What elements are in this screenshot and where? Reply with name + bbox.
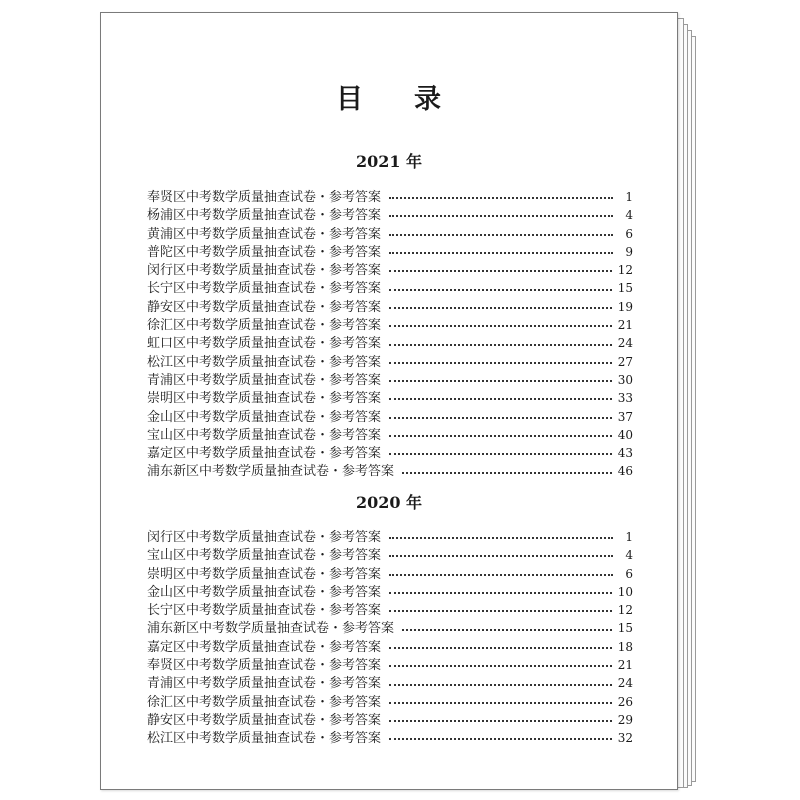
toc-entry-label: 松江区中考数学质量抽查试卷・参考答案: [147, 731, 382, 747]
dot-leader: [389, 720, 612, 722]
book-page: [100, 12, 678, 790]
toc-entry[interactable]: [147, 279, 633, 297]
toc-entry-label: 嘉定区中考数学质量抽查试卷・参考答案: [147, 639, 382, 655]
section-year-2020: 2020 年: [355, 493, 423, 512]
toc-entry-label: 金山区中考数学质量抽查试卷・参考答案: [147, 584, 382, 600]
toc-entry[interactable]: [147, 444, 633, 462]
toc-entry-page-number: 19: [617, 299, 633, 314]
toc-entry[interactable]: [147, 408, 633, 426]
toc-entry-label: 青浦区中考数学质量抽查试卷・参考答案: [147, 372, 382, 388]
dot-leader: [389, 453, 612, 455]
dot-leader: [389, 647, 612, 649]
toc-entry-label: 静安区中考数学质量抽查试卷・参考答案: [147, 712, 382, 728]
toc-entry[interactable]: [147, 225, 633, 243]
toc-entry-label: 嘉定区中考数学质量抽查试卷・参考答案: [147, 446, 382, 462]
dot-leader: [389, 592, 612, 594]
dot-leader: [389, 307, 612, 309]
toc-entry-page-number: 1: [625, 530, 633, 544]
toc-entry-page-number: 18: [617, 639, 633, 654]
toc-entry[interactable]: [147, 601, 633, 619]
toc-entry-page-number: 30: [617, 372, 633, 387]
toc-entry-label: 闵行区中考数学质量抽查试卷・参考答案: [147, 530, 382, 545]
toc-entry[interactable]: [147, 298, 633, 316]
toc-entry[interactable]: [147, 729, 633, 747]
toc-entry[interactable]: [147, 389, 633, 407]
toc-entry[interactable]: [147, 528, 633, 546]
toc-entry-label: 普陀区中考数学质量抽查试卷・参考答案: [147, 244, 382, 260]
toc-entry[interactable]: [147, 243, 633, 261]
dot-leader: [389, 380, 612, 382]
toc-entry-label: 虹口区中考数学质量抽查试卷・参考答案: [147, 336, 382, 352]
dot-leader: [389, 234, 613, 236]
toc-list-2020: [147, 528, 633, 748]
toc-entry-page-number: 12: [617, 263, 633, 278]
toc-entry-page-number: 43: [617, 446, 633, 461]
title-char-1: 目: [336, 84, 364, 115]
toc-entry[interactable]: [147, 261, 633, 279]
toc-list-2021: [147, 188, 633, 481]
toc-entry-label: 青浦区中考数学质量抽查试卷・参考答案: [147, 676, 382, 692]
toc-entry[interactable]: [147, 334, 633, 352]
dot-leader: [389, 289, 612, 291]
toc-entry-label: 松江区中考数学质量抽查试卷・参考答案: [147, 354, 382, 370]
toc-entry-page-number: 27: [617, 354, 633, 369]
toc-entry-label: 宝山区中考数学质量抽查试卷・参考答案: [147, 427, 382, 443]
toc-entry-label: 杨浦区中考数学质量抽查试卷・参考答案: [147, 208, 382, 224]
toc-entry[interactable]: [147, 353, 633, 371]
toc-entry-page-number: 32: [617, 731, 633, 746]
dot-leader: [389, 252, 613, 254]
toc-entry-label: 长宁区中考数学质量抽查试卷・参考答案: [147, 281, 382, 297]
toc-entry-label: 浦东新区中考数学质量抽查试卷・参考答案: [147, 621, 395, 637]
toc-entry-label: 宝山区中考数学质量抽查试卷・参考答案: [147, 548, 382, 564]
toc-entry-label: 长宁区中考数学质量抽查试卷・参考答案: [147, 603, 382, 619]
dot-leader: [389, 270, 612, 272]
toc-entry-page-number: 9: [625, 244, 633, 259]
dot-leader: [389, 610, 612, 612]
toc-entry-label: 崇明区中考数学质量抽查试卷・参考答案: [147, 391, 382, 407]
dot-leader: [389, 555, 613, 557]
title-char-2: 录: [414, 84, 442, 115]
toc-entry-label: 黄浦区中考数学质量抽查试卷・参考答案: [147, 226, 382, 242]
dot-leader: [389, 684, 612, 686]
toc-entry[interactable]: [147, 619, 633, 637]
page-title: [101, 77, 677, 116]
toc-entry-label: 静安区中考数学质量抽查试卷・参考答案: [147, 299, 382, 315]
section-year-2021: 2021 年: [355, 152, 423, 171]
toc-entry-label: 徐汇区中考数学质量抽查试卷・参考答案: [147, 694, 382, 710]
toc-entry-page-number: 6: [625, 226, 633, 241]
dot-leader: [402, 472, 612, 474]
toc-entry[interactable]: [147, 583, 633, 601]
toc-entry[interactable]: [147, 206, 633, 224]
dot-leader: [389, 362, 612, 364]
dot-leader: [389, 325, 612, 327]
toc-entry[interactable]: [147, 371, 633, 389]
toc-entry[interactable]: [147, 693, 633, 711]
toc-entry-page-number: 33: [617, 391, 633, 406]
dot-leader: [389, 435, 612, 437]
toc-entry-label: 奉贤区中考数学质量抽查试卷・参考答案: [147, 658, 382, 674]
toc-entry-page-number: 37: [617, 409, 633, 424]
toc-entry-page-number: 21: [617, 318, 633, 333]
dot-leader: [389, 344, 612, 346]
toc-entry[interactable]: [147, 674, 633, 692]
toc-entry-page-number: 29: [617, 712, 633, 727]
toc-entry[interactable]: [147, 462, 633, 480]
dot-leader: [389, 574, 613, 576]
toc-entry-page-number: 4: [625, 208, 633, 223]
dot-leader: [389, 215, 613, 217]
toc-entry-label: 浦东新区中考数学质量抽查试卷・参考答案: [147, 464, 395, 480]
toc-entry-page-number: 15: [617, 621, 633, 636]
toc-entry-page-number: 6: [625, 566, 633, 581]
toc-entry[interactable]: [147, 546, 633, 564]
toc-entry[interactable]: [147, 565, 633, 583]
toc-entry-page-number: 46: [617, 464, 633, 479]
dot-leader: [389, 197, 613, 199]
toc-entry-label: 金山区中考数学质量抽查试卷・参考答案: [147, 409, 382, 425]
dot-leader: [389, 738, 612, 740]
toc-entry-page-number: 4: [625, 548, 633, 563]
dot-leader: [389, 537, 613, 539]
toc-entry[interactable]: [147, 656, 633, 674]
toc-entry[interactable]: [147, 188, 633, 206]
toc-entry-page-number: 10: [617, 584, 633, 599]
dot-leader: [389, 665, 612, 667]
toc-entry[interactable]: [147, 638, 633, 656]
dot-leader: [389, 702, 612, 704]
toc-entry-page-number: 21: [617, 658, 633, 673]
toc-entry[interactable]: [147, 426, 633, 444]
toc-entry-page-number: 26: [617, 694, 633, 709]
toc-entry-label: 闵行区中考数学质量抽查试卷・参考答案: [147, 263, 382, 279]
toc-entry-page-number: 24: [617, 336, 633, 351]
dot-leader: [389, 398, 612, 400]
toc-entry-page-number: 24: [617, 676, 633, 691]
toc-entry-page-number: 12: [617, 603, 633, 618]
toc-entry-label: 徐汇区中考数学质量抽查试卷・参考答案: [147, 318, 382, 334]
toc-entry-label: 崇明区中考数学质量抽查试卷・参考答案: [147, 566, 382, 582]
toc-entry-label: 奉贤区中考数学质量抽查试卷・参考答案: [147, 190, 382, 205]
dot-leader: [402, 629, 612, 631]
dot-leader: [389, 417, 612, 419]
toc-entry-page-number: 1: [625, 190, 633, 204]
toc-entry-page-number: 15: [617, 281, 633, 296]
toc-entry-page-number: 40: [617, 427, 633, 442]
toc-entry[interactable]: [147, 316, 633, 334]
toc-entry[interactable]: [147, 711, 633, 729]
